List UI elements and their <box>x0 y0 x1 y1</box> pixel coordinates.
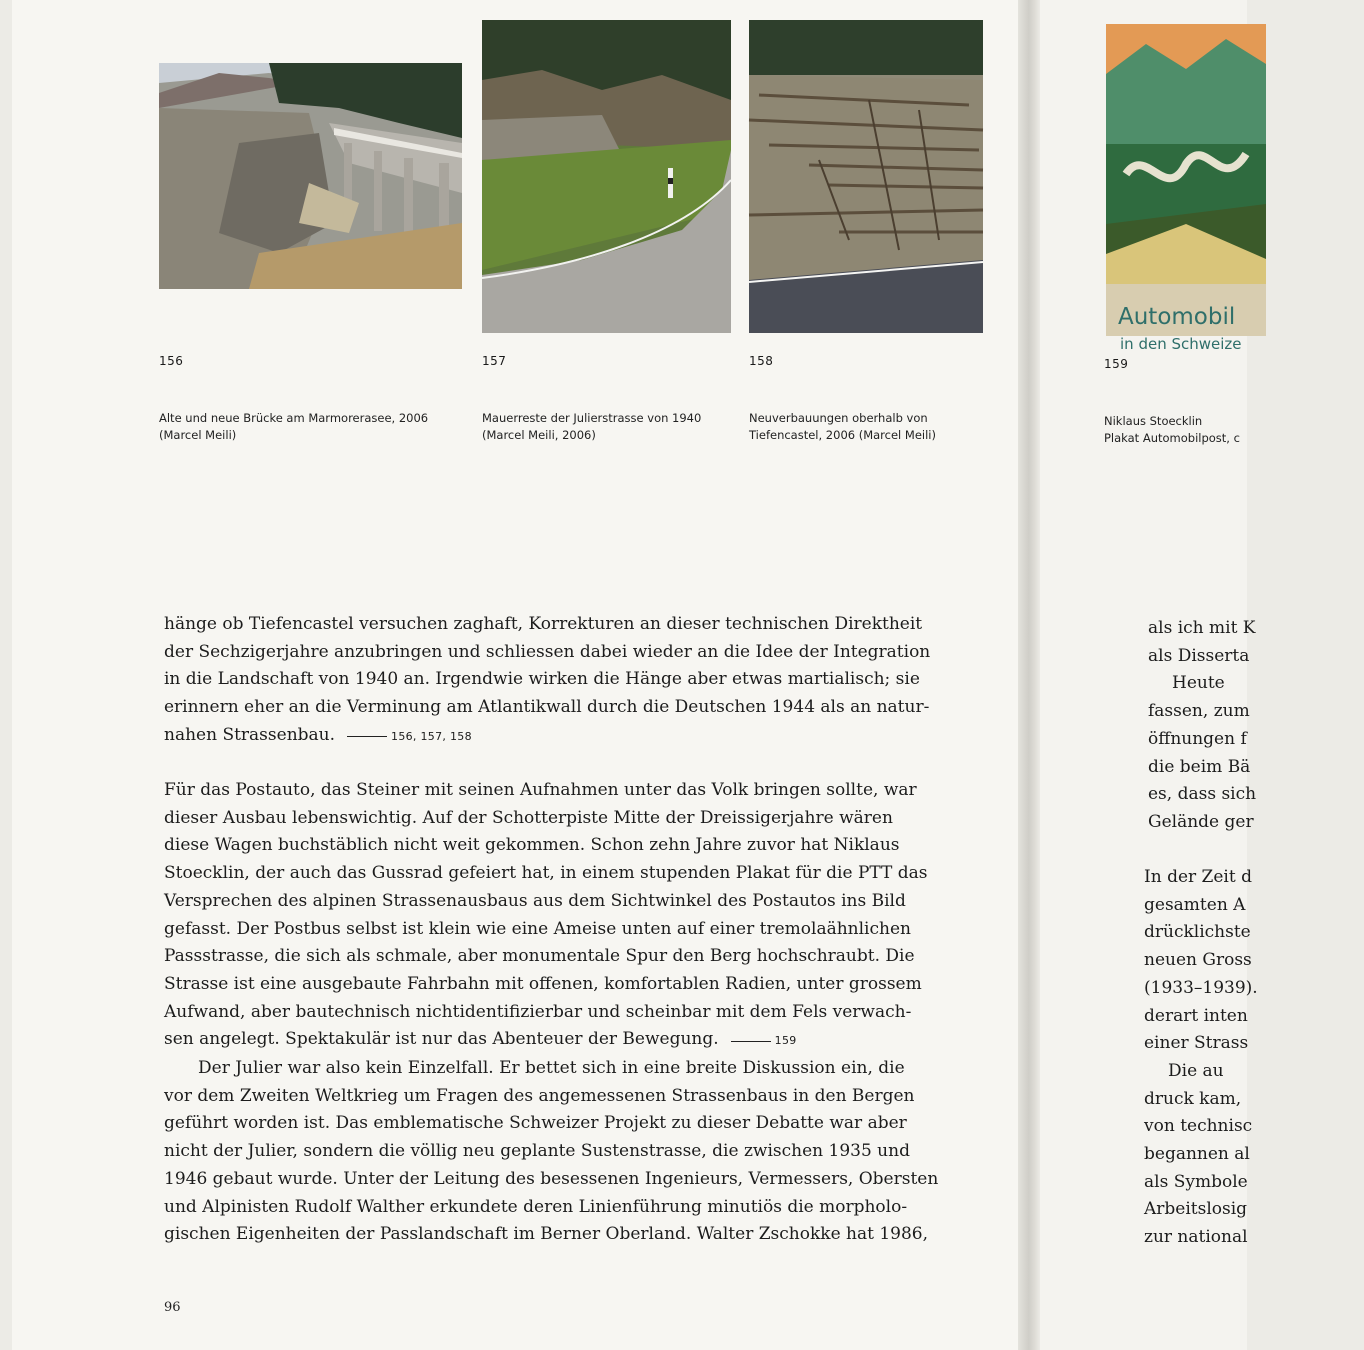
text-line: als ich mit K <box>1148 618 1256 638</box>
text-line: dieser Ausbau lebenswichtig. Auf der Schotterpiste Mitte der Dreissigerjahre wären <box>164 807 893 828</box>
text-line: (1933–1939). <box>1144 977 1258 998</box>
text-line: und Alpinisten Rudolf Walther erkundete deren Linienführung minutiös die morpholo- <box>164 1196 908 1217</box>
text-line: gefasst. Der Postbus selbst ist klein wie eine Ameise unten auf einer tremolaähnlichen <box>164 918 911 939</box>
text-fragment: nahen Strassenbau. <box>164 724 336 745</box>
text-line: erinnern eher an die Verminung am Atlantikwall durch die Deutschen 1944 als an natur- <box>164 697 930 718</box>
text-line: einer Strass <box>1144 1033 1249 1054</box>
text-line: Stoecklin, der auch das Gussrad gefeiert hat, in einem stupenden Plakat für die PTT das <box>164 863 928 884</box>
text-line: als Disserta <box>1148 645 1250 666</box>
text-line: in die Landschaft von 1940 an. Irgendwie wirken die Hänge aber etwas martialisch; sie <box>164 669 920 690</box>
caption-line: Alte und neue Brücke am Marmorerasee, 2006 <box>159 411 429 425</box>
text-line: begannen al <box>1144 1144 1250 1165</box>
text-line: diese Wagen buchstäblich nicht weit gekommen. Schon zehn Jahre zuvor hat Niklaus <box>164 835 900 856</box>
text-line: hänge ob Tiefencastel versuchen zaghaft, Korrekturen an dieser technischen Direktheit <box>164 614 923 634</box>
text-line: Für das Postauto, das Steiner mit seinen Aufnahmen unter das Volk bringen sollte, war <box>164 780 917 800</box>
text-line: neuen Gross <box>1144 950 1252 971</box>
text-line: nicht der Julier, sondern die völlig neu geplante Sustenstrasse, die zwischen 1935 und <box>164 1141 910 1162</box>
photo-158 <box>749 20 983 333</box>
caption-158 <box>749 410 1009 444</box>
caption-line: (Marcel Meili, 2006) <box>482 428 596 442</box>
caption-156 <box>159 410 429 444</box>
text-line: Gelände ger <box>1148 811 1254 832</box>
text-line: Heute <box>1172 673 1225 694</box>
text-line: zur national <box>1144 1227 1248 1248</box>
book-gutter <box>1018 0 1042 1350</box>
caption-159 <box>1104 413 1364 447</box>
caption-157 <box>482 410 742 444</box>
text-line: Strasse ist eine ausgebaute Fahrbahn mit offenen, komfortablen Radien, unter grossem <box>164 973 922 994</box>
caption-line: Neuverbauungen oberhalb von <box>749 411 928 425</box>
text-line: derart inten <box>1144 1005 1248 1026</box>
text-line: die beim Bä <box>1148 756 1251 777</box>
curved-road-wall-photo-icon <box>482 20 731 333</box>
text-line: öffnungen f <box>1148 728 1247 749</box>
text-line: gischen Eigenheiten der Passlandschaft im Berner Oberland. Walter Zschokke hat 1986, <box>164 1224 929 1245</box>
text-line <box>164 722 944 751</box>
photo-156 <box>159 63 462 289</box>
figure-number-159: 159 <box>1104 357 1129 371</box>
text-line: druck kam, <box>1144 1088 1242 1109</box>
right-column-block-1 <box>1148 615 1348 837</box>
text-line: vor dem Zweiten Weltkrieg um Fragen des angemessenen Strassenbaus in den Bergen <box>164 1085 915 1106</box>
figure-reference: 156, 157, 158 <box>347 730 472 743</box>
text-line: Arbeitslosig <box>1144 1199 1248 1220</box>
figure-number-157: 157 <box>482 354 507 368</box>
text-line: 1946 gebaut wurde. Unter der Leitung des besessenen Ingenieurs, Vermessers, Obersten <box>164 1168 939 1189</box>
text-line: Der Julier war also kein Einzelfall. Er bettet sich in eine breite Diskussion ein, die <box>198 1058 905 1079</box>
text-line: In der Zeit d <box>1144 867 1252 887</box>
text-line <box>164 1026 944 1055</box>
text-line: fassen, zum <box>1148 701 1250 722</box>
figure-number-158: 158 <box>749 354 774 368</box>
text-fragment: sen angelegt. Spektakulär ist nur das Abenteuer der Bewegung. <box>164 1029 719 1050</box>
text-line: Aufwand, aber bautechnisch nichtidentifizierbar und scheinbar mit dem Fels verwach- <box>164 1001 912 1022</box>
right-page <box>1040 0 1258 1350</box>
body-paragraph-2 <box>164 777 944 1249</box>
caption-line: Plakat Automobilpost, c <box>1104 431 1240 445</box>
caption-line: (Marcel Meili) <box>159 428 237 442</box>
text-line: Versprechen des alpinen Strassenausbaus aus dem Sichtwinkel des Postautos ins Bild <box>164 890 906 911</box>
photo-157 <box>482 20 731 333</box>
caption-line: Niklaus Stoecklin <box>1104 414 1203 428</box>
text-line: geführt worden ist. Das emblematische Schweizer Projekt zu dieser Debatte war aber <box>164 1113 907 1134</box>
slope-barriers-photo-icon <box>749 20 983 333</box>
bridge-reservoir-photo-icon <box>159 63 462 289</box>
caption-line: Mauerreste der Julierstrasse von 1940 <box>482 411 702 425</box>
text-line: gesamten A <box>1144 894 1246 915</box>
caption-line: Tiefencastel, 2006 (Marcel Meili) <box>749 428 936 442</box>
text-line: es, dass sich <box>1148 784 1257 805</box>
text-line: drücklichste <box>1144 922 1251 943</box>
figure-reference: 159 <box>731 1034 797 1047</box>
text-line: von technisc <box>1144 1116 1253 1137</box>
poster-illustration-icon <box>1106 24 1266 284</box>
right-column-block-2 <box>1144 864 1344 1252</box>
text-line: Die au <box>1168 1060 1224 1081</box>
poster-title: Automobil <box>1118 304 1236 330</box>
poster-159 <box>1106 24 1266 353</box>
text-line: Passstrasse, die sich als schmale, aber monumentale Spur den Berg hochschraubt. Die <box>164 946 915 967</box>
page-number: 96 <box>164 1300 181 1315</box>
poster-subtitle: in den Schweize <box>1120 335 1242 353</box>
text-line: als Symbole <box>1144 1171 1248 1192</box>
body-paragraph-1 <box>164 611 944 751</box>
text-line: der Sechzigerjahre anzubringen und schliessen dabei wieder an die Idee der Integration <box>164 641 931 662</box>
figure-number-156: 156 <box>159 354 184 368</box>
